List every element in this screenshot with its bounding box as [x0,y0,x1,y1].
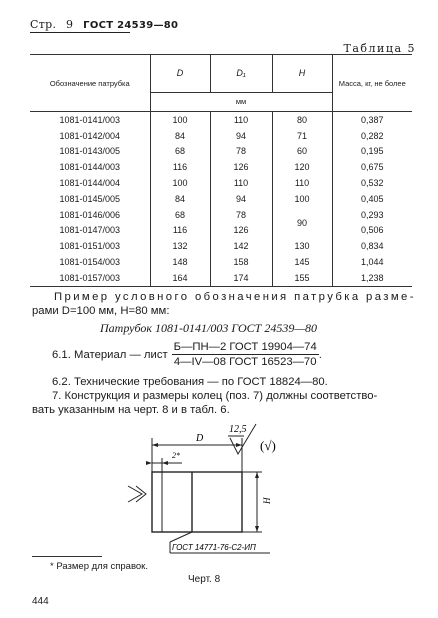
d1-cell: 78 [210,207,272,223]
material-numerator: Б—ПН—2 ГОСТ 19904—74 [173,341,317,353]
h-cell: 155 [272,270,332,286]
d-cell: 84 [150,191,210,207]
table-row [30,128,412,144]
h-cell: 80 [272,112,332,128]
designation-cell: 1081-0144/004 [59,178,121,189]
col-d: D [150,55,210,93]
table-row [30,270,412,286]
material-fraction [172,340,319,369]
table-row [30,207,412,223]
mass-cell: 0,532 [332,175,412,191]
example-line2: рами D=100 мм, H=80 мм: [32,305,170,317]
label-h: H [262,497,272,504]
table-row [30,112,412,128]
d-cell: 148 [150,254,210,270]
page-label: Стр. [30,18,57,31]
table-row [30,175,412,191]
figure-caption: Черт. 8 [188,574,221,585]
d1-cell: 78 [210,144,272,160]
col-h: H [272,55,332,93]
h-cell: 145 [272,254,332,270]
designation-cell: 1081-0142/004 [59,130,121,141]
roughness-value: 12,5 [229,424,247,435]
material-suffix: . [318,348,322,361]
table-row [30,254,412,270]
h-cell: 90 [272,207,332,239]
d1-cell: 110 [210,112,272,128]
d1-cell: 158 [210,254,272,270]
mass-cell: 0,675 [332,159,412,175]
material-line [52,340,322,369]
page-number: 444 [32,596,49,607]
designation-cell: 1081-0157/003 [30,270,150,286]
d1-cell: 142 [210,238,272,254]
table-row [30,191,412,207]
d1-cell: 94 [210,128,272,144]
designation-cell: 1081-0147/003 [59,225,121,236]
h-cell: 71 [272,128,332,144]
footnote: * Размер для справок. [50,561,148,572]
d-cell: 116 [150,159,210,175]
h-cell: 110 [272,175,332,191]
page-header [30,18,178,31]
mass-cell: 0,834 [332,238,412,254]
d1-cell: 94 [210,191,272,207]
material-denominator: 4—IV—08 ГОСТ 16523—70 [173,356,317,368]
d-cell: 164 [150,270,210,286]
d-cell: 84 [150,128,210,144]
dimensions-table [30,54,412,287]
d1-cell: 110 [210,175,272,191]
table-caption: Таблица 5 [343,42,416,55]
d-cell: 68 [150,144,210,160]
d-cell: 132 [150,238,210,254]
d1-cell: 126 [210,223,272,239]
example-designation: Патрубок 1081-0141/003 ГОСТ 24539—80 [100,321,318,335]
footnote-rule [32,556,102,557]
mass-cell: 0,405 [332,191,412,207]
para7-line1: 7. Конструкция и размеры колец (поз. 7) должны соответство- [52,390,378,402]
roughness-paren: (√) [260,438,276,453]
mass-cell: 1,044 [332,254,412,270]
col-mass: Масса, кг, не более [332,55,412,112]
label-d: D [196,433,204,444]
h-cell: 60 [272,144,332,160]
designation-cell: 1081-0145/005 [59,193,121,204]
designation-cell: 1081-0146/006 [59,209,121,220]
ring-drawing [120,420,340,570]
table-row [30,238,412,254]
d1-cell: 174 [210,270,272,286]
designation-cell: 1081-0154/003 [59,257,121,268]
mass-cell: 0,506 [332,223,412,239]
d1-cell: 126 [210,159,272,175]
col-d1: D₁ [210,55,272,93]
header-rule [30,32,130,33]
col-designation: Обозначение патрубка [30,55,150,112]
d-cell: 116 [150,223,210,239]
designation-cell: 1081-0143/005 [59,146,121,157]
mass-cell: 0,195 [332,144,412,160]
table-row [30,159,412,175]
d-cell: 68 [150,207,210,223]
d-cell: 100 [150,175,210,191]
h-cell: 120 [272,159,332,175]
tech-requirements: 6.2. Технические требования — по ГОСТ 18824—80. [52,376,328,388]
mass-cell: 1,238 [332,270,412,286]
table-row [30,144,412,160]
weld-gost: ГОСТ 14771-76-С2-ИП [172,543,256,552]
designation-cell: 1081-0144/003 [59,162,121,173]
designation-cell: 1081-0151/003 [59,241,121,252]
designation-cell: 1081-0141/003 [59,114,121,125]
h-cell: 100 [272,191,332,207]
material-prefix: 6.1. Материал — лист [52,348,168,361]
h-cell: 130 [272,238,332,254]
table-row [30,223,412,239]
mass-cell: 0,282 [332,128,412,144]
mass-cell: 0,293 [332,207,412,223]
unit-mm: мм [150,92,332,111]
gost-header: ГОСТ 24539—80 [83,20,179,31]
label-2: 2* [172,451,180,460]
d-cell: 100 [150,112,210,128]
para7-line2: вать указанным на черт. 8 и в табл. 6. [32,404,230,416]
page-num: 9 [66,18,74,31]
example-line1: Пример условного обозначения патрубка разме- [54,291,416,303]
mass-cell: 0,387 [332,112,412,128]
